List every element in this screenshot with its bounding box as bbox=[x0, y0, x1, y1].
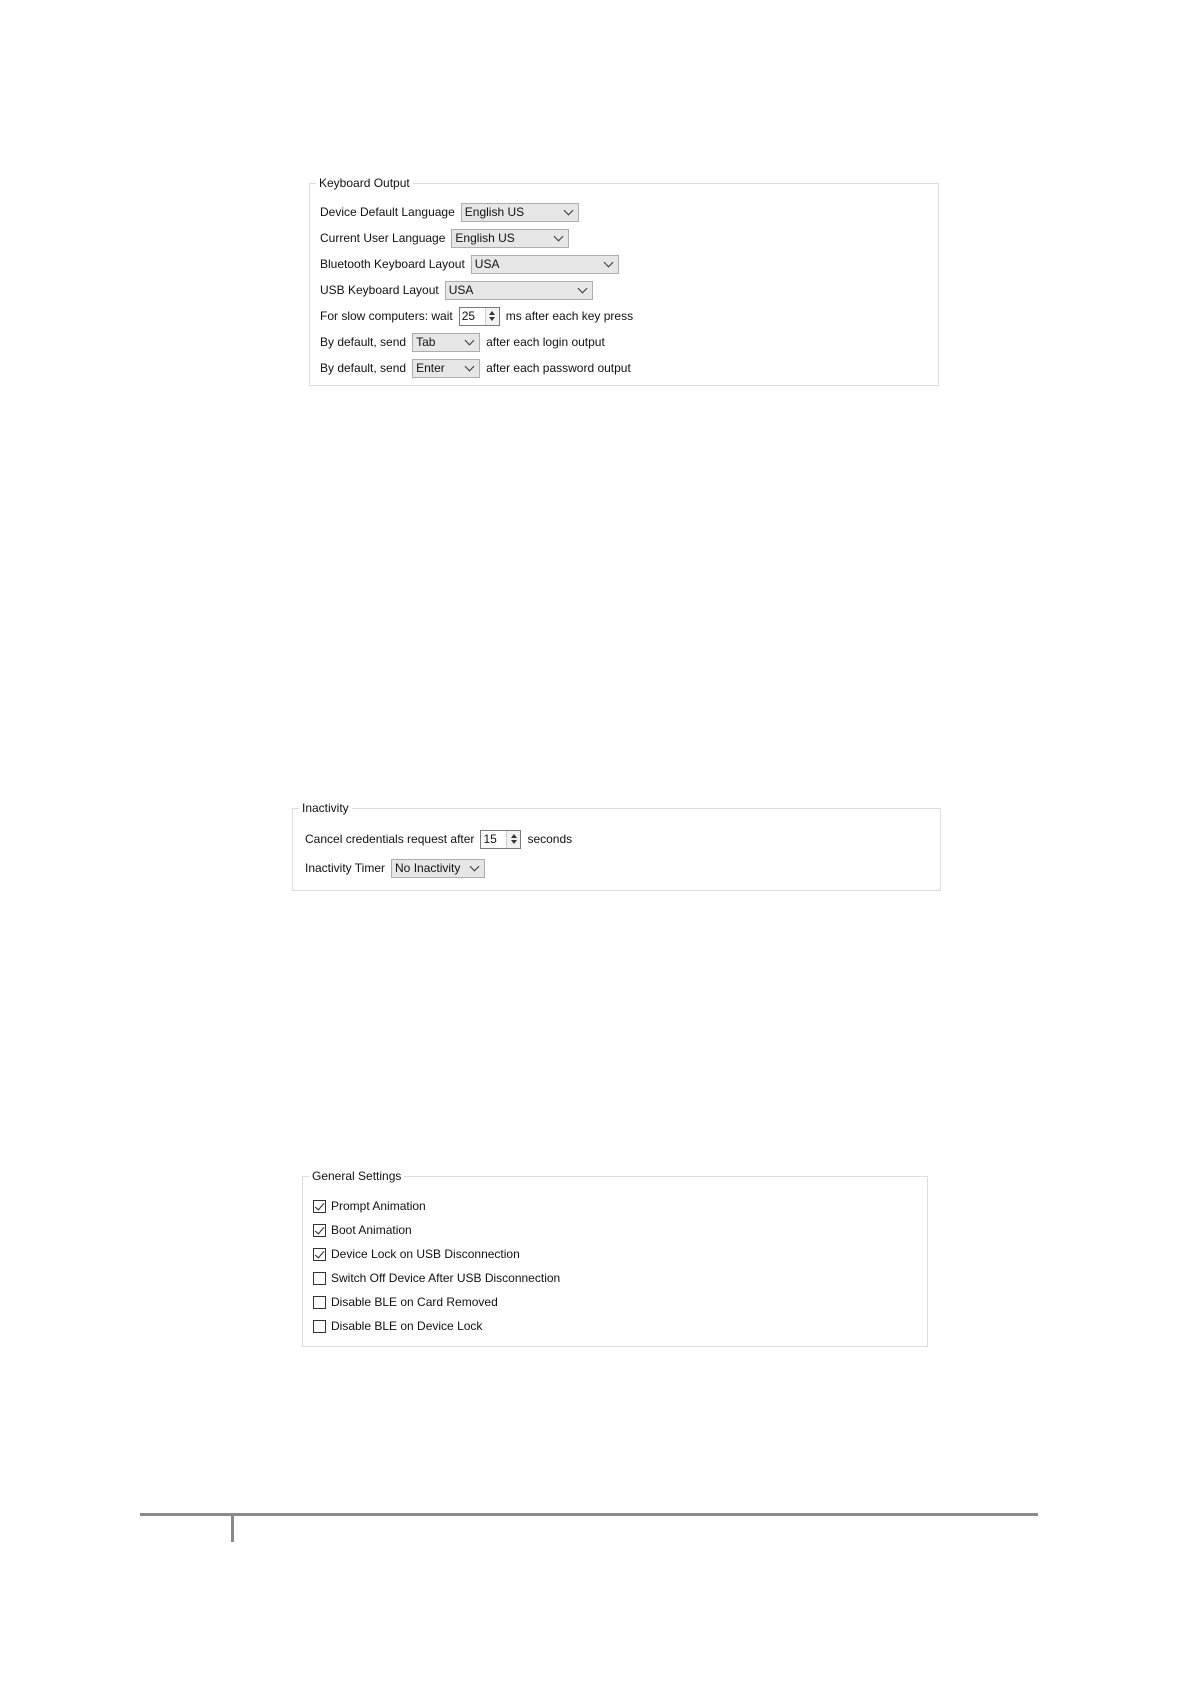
boot-animation-option[interactable] bbox=[313, 1221, 412, 1239]
current-user-language-label: Current User Language bbox=[320, 231, 446, 245]
chevron-down-icon bbox=[577, 283, 587, 293]
disable-ble-lock-label: Disable BLE on Device Lock bbox=[331, 1319, 483, 1333]
device-lock-usb-checkbox[interactable] bbox=[313, 1248, 326, 1261]
slow-computers-suffix: ms after each key press bbox=[505, 309, 634, 323]
footer-divider bbox=[140, 1513, 1038, 1516]
chevron-down-icon bbox=[603, 257, 613, 267]
slow-computers-label: For slow computers: wait bbox=[320, 309, 453, 323]
chevron-down-icon bbox=[465, 335, 475, 345]
chevron-down-icon bbox=[465, 361, 475, 371]
prompt-animation-label: Prompt Animation bbox=[331, 1199, 426, 1213]
switch-off-usb-label: Switch Off Device After USB Disconnection bbox=[331, 1271, 561, 1285]
password-send-label: By default, send bbox=[320, 361, 407, 375]
cancel-request-label: Cancel credentials request after bbox=[305, 832, 475, 846]
login-send-value: Tab bbox=[416, 334, 436, 349]
password-send-suffix: after each password output bbox=[486, 361, 631, 375]
usb-keyboard-layout-select[interactable] bbox=[445, 281, 593, 300]
chevron-down-icon bbox=[470, 861, 480, 871]
prompt-animation-option[interactable] bbox=[313, 1197, 426, 1215]
inactivity-timer-select[interactable] bbox=[391, 859, 485, 878]
login-send-select[interactable] bbox=[412, 333, 480, 352]
password-send-row bbox=[320, 358, 631, 378]
inactivity-title: Inactivity bbox=[299, 800, 352, 816]
switch-off-usb-option[interactable] bbox=[313, 1269, 560, 1287]
login-send-label: By default, send bbox=[320, 335, 407, 349]
disable-ble-card-label: Disable BLE on Card Removed bbox=[331, 1295, 498, 1309]
spin-buttons[interactable] bbox=[485, 308, 499, 325]
disable-ble-lock-checkbox[interactable] bbox=[313, 1320, 326, 1333]
keyboard-output-title: Keyboard Output bbox=[316, 175, 413, 191]
cancel-request-spinbox[interactable] bbox=[480, 830, 521, 849]
disable-ble-card-option[interactable] bbox=[313, 1293, 498, 1311]
bluetooth-keyboard-layout-select[interactable] bbox=[471, 255, 619, 274]
device-default-language-select[interactable] bbox=[461, 203, 579, 222]
chevron-down-icon bbox=[554, 231, 564, 241]
password-send-value: Enter bbox=[416, 360, 445, 375]
slow-computers-row bbox=[320, 306, 633, 326]
disable-ble-card-checkbox[interactable] bbox=[313, 1296, 326, 1309]
general-settings-title: General Settings bbox=[309, 1168, 404, 1184]
device-default-language-value: English US bbox=[464, 204, 525, 219]
login-send-row bbox=[320, 332, 605, 352]
bluetooth-keyboard-layout-label: Bluetooth Keyboard Layout bbox=[320, 257, 465, 271]
arrow-down-icon[interactable] bbox=[511, 840, 517, 844]
password-send-select[interactable] bbox=[412, 359, 480, 378]
usb-keyboard-layout-row bbox=[320, 280, 599, 300]
bluetooth-keyboard-layout-value: USA bbox=[474, 256, 500, 271]
key-delay-spinbox[interactable] bbox=[459, 307, 500, 326]
boot-animation-checkbox[interactable] bbox=[313, 1224, 326, 1237]
switch-off-usb-checkbox[interactable] bbox=[313, 1272, 326, 1285]
device-default-language-row bbox=[320, 202, 585, 222]
spin-buttons[interactable] bbox=[506, 831, 520, 848]
current-user-language-value: English US bbox=[455, 230, 515, 245]
inactivity-timer-label: Inactivity Timer bbox=[305, 861, 386, 875]
login-send-suffix: after each login output bbox=[486, 335, 605, 349]
general-settings-group bbox=[302, 1169, 928, 1347]
boot-animation-label: Boot Animation bbox=[331, 1223, 412, 1237]
inactivity-timer-row bbox=[305, 858, 491, 878]
current-user-language-row bbox=[320, 228, 575, 248]
cancel-request-value: 15 bbox=[483, 831, 497, 846]
device-lock-usb-label: Device Lock on USB Disconnection bbox=[331, 1247, 520, 1261]
cancel-request-suffix: seconds bbox=[527, 832, 573, 846]
inactivity-timer-value: No Inactivity bbox=[395, 860, 461, 875]
disable-ble-lock-option[interactable] bbox=[313, 1317, 482, 1335]
key-delay-value: 25 bbox=[461, 308, 476, 323]
bluetooth-keyboard-layout-row bbox=[320, 254, 625, 274]
footer-divider-tick bbox=[231, 1516, 234, 1542]
arrow-up-icon[interactable] bbox=[489, 311, 495, 315]
inactivity-group bbox=[292, 801, 941, 891]
device-lock-usb-option[interactable] bbox=[313, 1245, 520, 1263]
chevron-down-icon bbox=[563, 205, 573, 215]
usb-keyboard-layout-value: USA bbox=[448, 282, 474, 297]
arrow-down-icon[interactable] bbox=[489, 317, 495, 321]
cancel-request-row bbox=[305, 829, 572, 849]
keyboard-output-group bbox=[309, 176, 939, 386]
prompt-animation-checkbox[interactable] bbox=[313, 1200, 326, 1213]
usb-keyboard-layout-label: USB Keyboard Layout bbox=[320, 283, 439, 297]
current-user-language-select[interactable] bbox=[451, 229, 569, 248]
device-default-language-label: Device Default Language bbox=[320, 205, 455, 219]
arrow-up-icon[interactable] bbox=[511, 834, 517, 838]
